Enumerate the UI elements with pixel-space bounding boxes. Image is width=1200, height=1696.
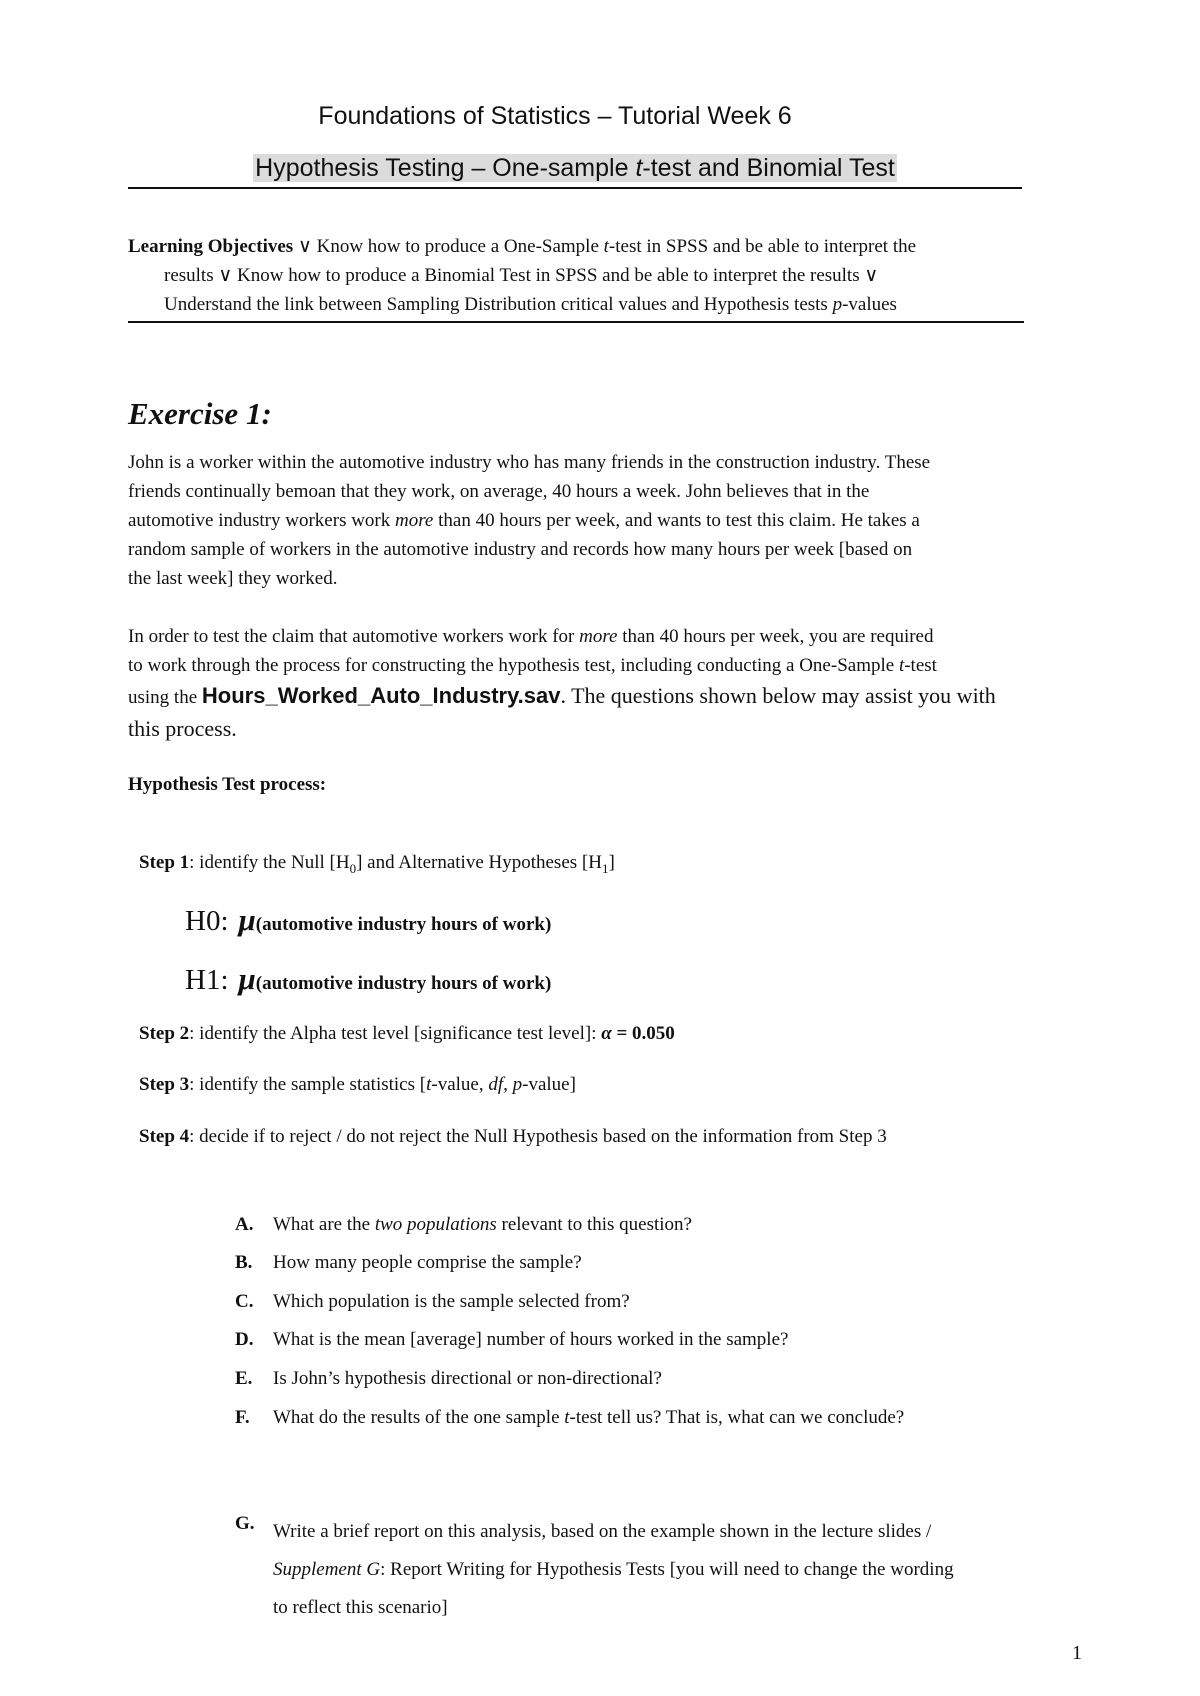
paragraph-line: friends continually bemoan that they work, on average, 40 hours a week. John believes that in the: [128, 481, 870, 502]
question-letter: C.: [235, 1291, 254, 1312]
text-span: -test tell us? That is, what can we conclude?: [569, 1407, 905, 1428]
question-letter: E.: [235, 1368, 253, 1389]
process-heading: Hypothesis Test process:: [128, 774, 327, 795]
subtitle-t: t: [635, 154, 643, 182]
h1-label: H1:: [185, 964, 229, 996]
subtitle-highlight: [253, 154, 897, 182]
question-letter: A.: [235, 1214, 254, 1235]
text-span: : identify the Null [H: [189, 852, 350, 873]
text-span: . The questions shown below may assist you with: [560, 683, 996, 708]
objectives-label: Learning Objectives: [128, 236, 294, 257]
paragraph-line: the last week] they worked.: [128, 568, 338, 589]
emphasis: two populations: [374, 1214, 497, 1235]
exercise-paragraph-1: [128, 448, 1088, 593]
text-span: ]: [608, 852, 615, 873]
text-span: than 40 hours per week, and wants to test this claim. He takes a: [433, 510, 920, 531]
text-span: -value]: [522, 1074, 576, 1095]
step-label: Step 1: [139, 852, 190, 873]
emphasis: more: [395, 510, 434, 531]
subtitle-pre: Hypothesis Testing – One-sample: [255, 154, 636, 182]
learning-objectives: [128, 232, 1024, 323]
step-3: [139, 1074, 576, 1096]
text-span: relevant to this question?: [496, 1214, 692, 1235]
subscript: 0: [349, 860, 357, 876]
h0-label: H0:: [185, 905, 229, 937]
step-1: [139, 852, 615, 877]
objectives-t: t: [603, 236, 609, 257]
question-text: Is John’s hypothesis directional or non-directional?: [273, 1368, 662, 1389]
exercise-title: Exercise 1:: [128, 396, 272, 431]
question-text: [273, 1214, 692, 1236]
question-text: [273, 1513, 954, 1627]
question-letter: F.: [235, 1407, 250, 1428]
data-file-name: Hours_Worked_Auto_Industry.sav: [201, 683, 561, 708]
text-span: -test: [904, 655, 937, 676]
question-line: Write a brief report on this analysis, based on the example shown in the lecture slides /: [273, 1521, 932, 1542]
question-line: [273, 1551, 954, 1589]
paragraph-line: [128, 651, 1088, 680]
question-text: What is the mean [average] number of hours worked in the sample?: [273, 1329, 789, 1350]
objectives-line-1: [128, 232, 1024, 261]
step-label: Step 2: [139, 1023, 190, 1044]
paragraph-line: [128, 506, 1088, 535]
objectives-text: ∨ Know how to produce a One-Sample: [293, 236, 604, 257]
paragraph-line: random sample of workers in the automotive industry and records how many hours per week [based on: [128, 539, 913, 560]
objectives-text: -values: [842, 294, 897, 315]
text-span: : identify the sample statistics [: [189, 1074, 427, 1095]
exercise-paragraph-2: [128, 622, 1088, 743]
question-letter: G.: [235, 1513, 255, 1534]
alpha-symbol: α: [601, 1023, 612, 1044]
objectives-text: Understand the link between Sampling Distribution critical values and Hypothesis tests: [164, 294, 833, 315]
alternative-hypothesis: [185, 961, 551, 997]
paragraph-line: John is a worker within the automotive industry who has many friends in the construction industry. These: [128, 452, 931, 473]
alpha-value: = 0.050: [611, 1023, 675, 1044]
text-span: using the: [128, 687, 202, 708]
question-text: [273, 1407, 904, 1429]
objectives-p: p: [832, 294, 843, 315]
emphasis: Supplement G: [273, 1559, 381, 1580]
emphasis: t: [564, 1407, 570, 1428]
mu-symbol: μ: [238, 961, 256, 996]
emphasis: more: [579, 626, 618, 647]
text-span: In order to test the claim that automotive workers work for: [128, 626, 580, 647]
h0-description: (automotive industry hours of work): [255, 914, 552, 935]
text-span: ] and Alternative Hypotheses [H: [356, 852, 602, 873]
document-subtitle: [128, 154, 1022, 189]
null-hypothesis: [185, 902, 551, 938]
paragraph-line: this process.: [128, 716, 237, 741]
step-4: [139, 1126, 887, 1148]
h1-description: (automotive industry hours of work): [255, 973, 552, 994]
subscript: 1: [601, 860, 609, 876]
text-span: to work through the process for constructing the hypothesis test, including conducting a One-Sample: [128, 655, 899, 676]
page-number: 1: [1072, 1642, 1082, 1664]
question-text: How many people comprise the sample?: [273, 1252, 582, 1273]
emphasis: t: [898, 655, 905, 676]
question-text: Which population is the sample selected from?: [273, 1291, 630, 1312]
step-2: [139, 1023, 675, 1045]
text-span: What do the results of the one sample: [273, 1407, 565, 1428]
text-span: What are the: [273, 1214, 375, 1235]
paragraph-line: [128, 622, 1088, 651]
text-span: : identify the Alpha test level [significance test level]:: [189, 1023, 602, 1044]
question-letter: B.: [235, 1252, 253, 1273]
text-span: : Report Writing for Hypothesis Tests [you will need to change the wording: [380, 1559, 954, 1580]
emphasis: t: [426, 1074, 432, 1095]
emphasis: df, p: [488, 1074, 523, 1095]
subtitle-post: -test and Binomial Test: [642, 154, 895, 182]
text-span: automotive industry workers work: [128, 510, 396, 531]
question-line: to reflect this scenario]: [273, 1597, 448, 1618]
question-letter: D.: [235, 1329, 254, 1350]
step-label: Step 3: [139, 1074, 190, 1095]
step-label: Step 4: [139, 1126, 190, 1147]
paragraph-line: [128, 680, 1088, 714]
objectives-line-2: results ∨ Know how to produce a Binomial Test in SPSS and be able to interpret the results ∨: [164, 265, 879, 286]
text-span: than 40 hours per week, you are required: [617, 626, 934, 647]
objectives-line-3: [128, 290, 1024, 319]
objectives-text: -test in SPSS and be able to interpret the: [608, 236, 917, 257]
mu-symbol: μ: [238, 902, 256, 937]
text-span: -value,: [431, 1074, 489, 1095]
text-span: : decide if to reject / do not reject the Null Hypothesis based on the information from Step 3: [189, 1126, 887, 1147]
document-title: Foundations of Statistics – Tutorial Week 6: [318, 102, 792, 130]
